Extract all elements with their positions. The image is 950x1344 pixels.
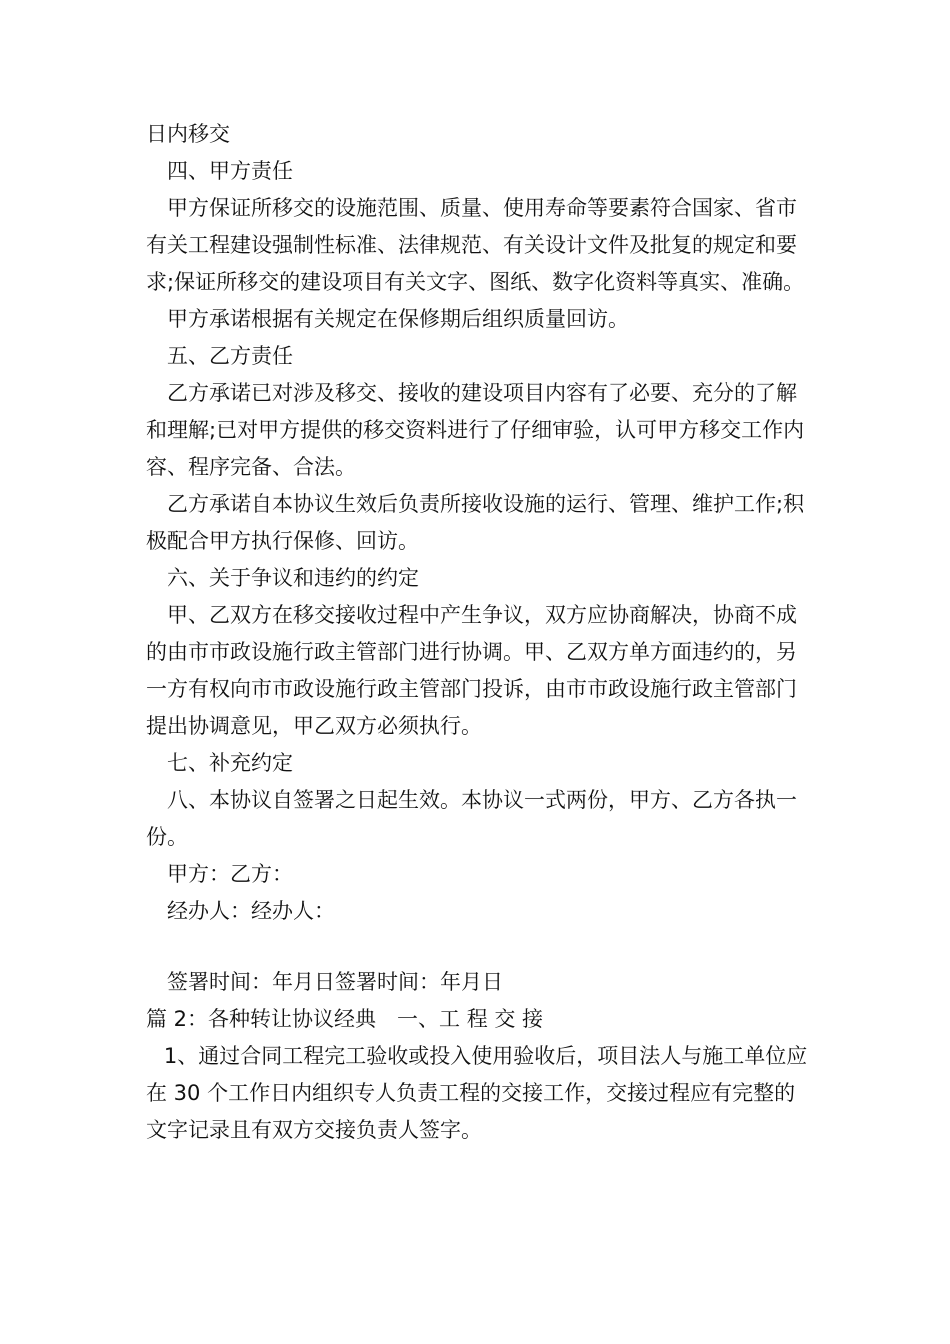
article-2-heading: 篇 2：各种转让协议经典 一、工 程 交 接 [146, 1007, 544, 1031]
signature-parties-line: 甲方：乙方： [167, 862, 293, 886]
paragraph-effective-clause: 八、本协议自签署之日起生效。本协议一式两份，甲方、乙方各执一份。 [146, 788, 797, 849]
section-heading-supplementary: 七、补充约定 [167, 751, 293, 775]
signature-date-line: 签署时间：年月日签署时间：年月日 [167, 970, 503, 994]
section-heading-party-a-duties: 四、甲方责任 [167, 159, 293, 183]
paragraph-party-a-revisit: 甲方承诺根据有关规定在保修期后组织质量回访。 [167, 307, 629, 331]
document-body [146, 116, 816, 1149]
section-heading-party-b-duties: 五、乙方责任 [167, 344, 293, 368]
paragraph-dispute-resolution: 甲、乙双方在移交接收过程中产生争议，双方应协商解决，协商不成的由市市政设施行政主管部门进行协调。甲、乙双方单方面违约的，另一方有权向市市政设施行政主管部门投诉，由市市政设施行政主管部门提出协调意见，甲乙双方必须执行。 [146, 603, 797, 738]
paragraph-party-a-guarantee: 甲方保证所移交的设施范围、质量、使用寿命等要素符合国家、省市有关工程建设强制性标准、法律规范、有关设计文件及批复的规定和要求;保证所移交的建设项目有关文字、图纸、数字化资料等真实、准确。 [146, 196, 805, 294]
paragraph-project-handover: 1、通过合同工程完工验收或投入使用验收后，项目法人与施工单位应在 30 个工作日内组织专人负责工程的交接工作，交接过程应有完整的文字记录且有双方交接负责人签字。 [146, 1044, 808, 1142]
section-heading-disputes: 六、关于争议和违约的约定 [167, 566, 419, 590]
signature-agents-line: 经办人：经办人： [167, 899, 335, 923]
paragraph-party-b-operation: 乙方承诺自本协议生效后负责所接收设施的运行、管理、维护工作;积极配合甲方执行保修、回访。 [146, 492, 805, 553]
paragraph-continuation: 日内移交 [146, 122, 230, 146]
paragraph-party-b-understanding: 乙方承诺已对涉及移交、接收的建设项目内容有了必要、充分的了解和理解;已对甲方提供的移交资料进行了仔细审验，认可甲方移交工作内容、程序完备、合法。 [146, 381, 805, 479]
blank-line [146, 930, 816, 964]
